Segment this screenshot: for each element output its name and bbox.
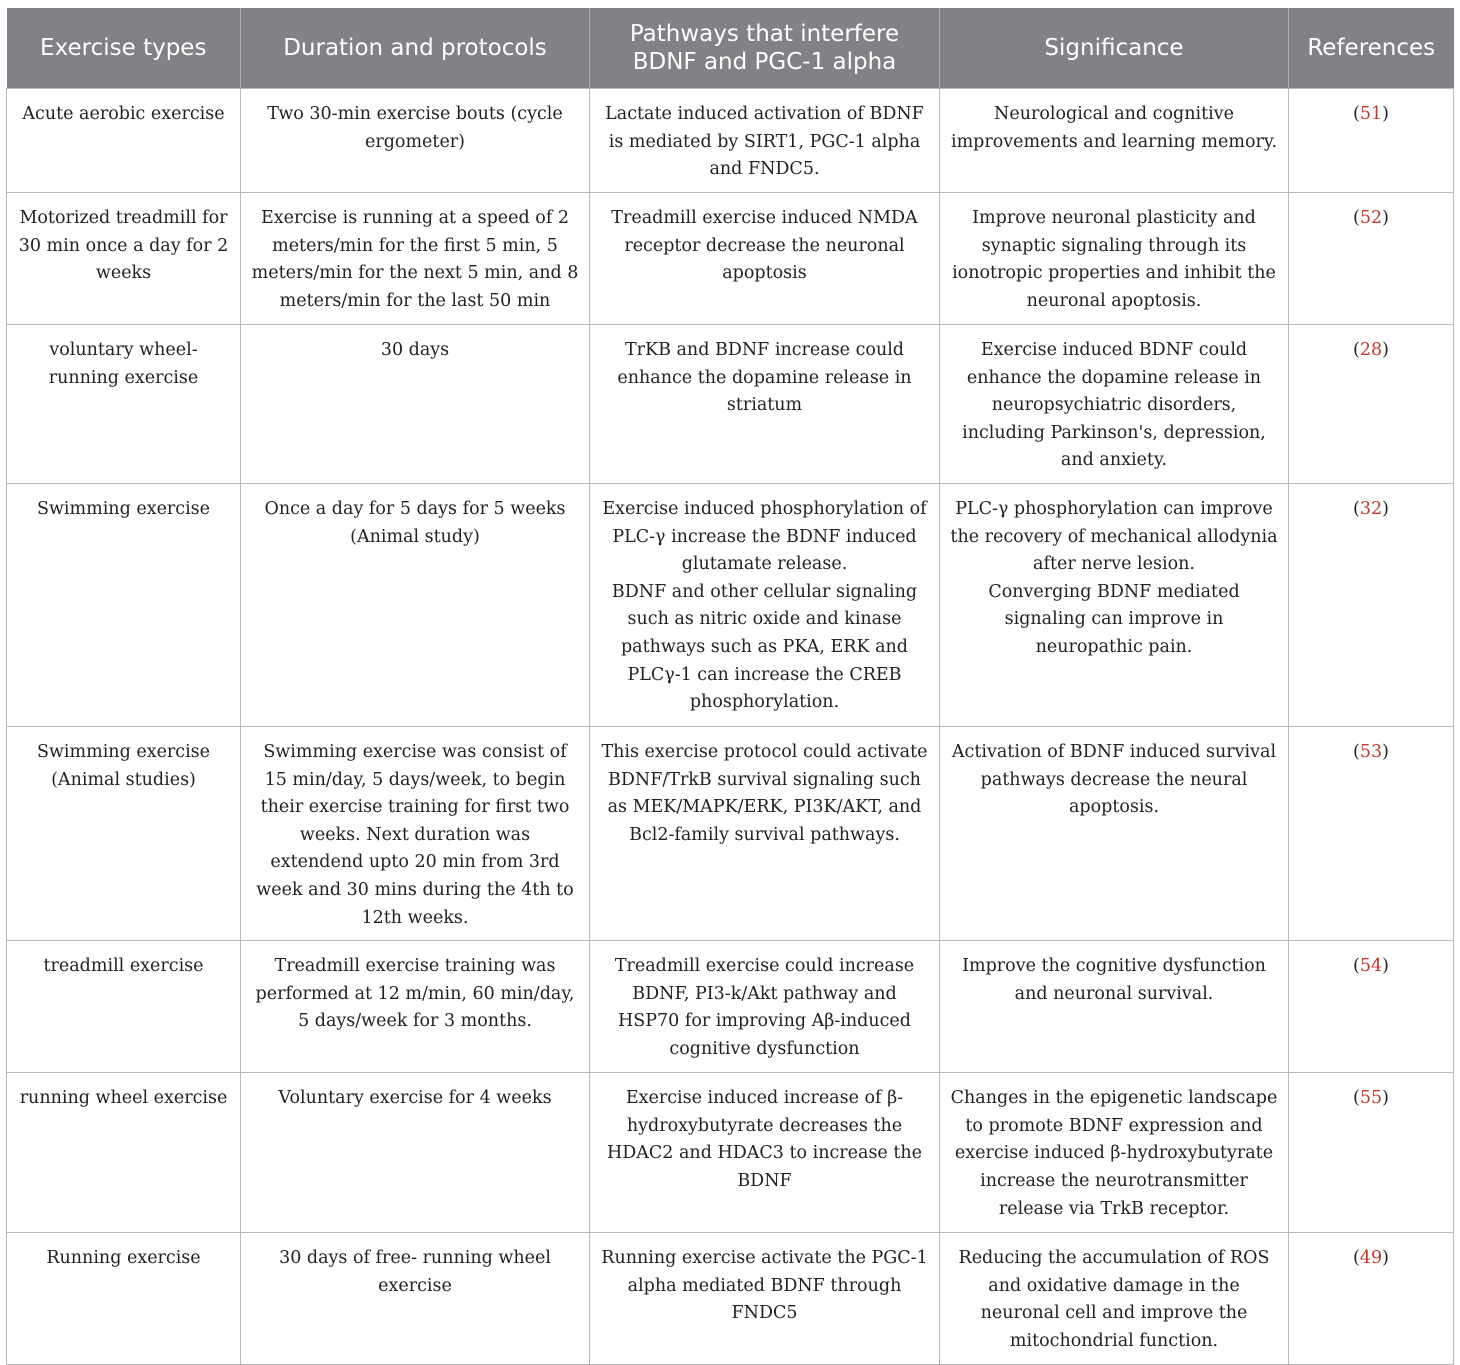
cell-duration: 30 days [241,325,590,484]
cell-exercise-type: Acute aerobic exercise [7,89,241,193]
cell-significance: Changes in the epigenetic landscape to promote BDNF expression and exercise induced β-hydroxybutyrate increase the neurotransmitter release via TrkB receptor. [940,1073,1289,1233]
cell-significance: Exercise induced BDNF could enhance the dopamine release in neuropsychiatric disorders, including Parkinson's, depression, and anxiety. [940,325,1289,484]
cell-exercise-type: Running exercise [7,1233,241,1365]
cell-reference: (53) [1289,726,1454,940]
cell-pathways: Exercise induced increase of β-hydroxybutyrate decreases the HDAC2 and HDAC3 to increase the BDNF [590,1073,940,1233]
cell-reference: (55) [1289,1073,1454,1233]
cell-exercise-type: treadmill exercise [7,941,241,1073]
header-exercise-types: Exercise types [7,8,241,89]
cell-exercise-type: Swimming exercise (Animal studies) [7,726,241,940]
cell-duration: Voluntary exercise for 4 weeks [241,1073,590,1233]
cell-duration: Treadmill exercise training was performed at 12 m/min, 60 min/day, 5 days/week for 3 months. [241,941,590,1073]
header-pathways: Pathways that interfere BDNF and PGC-1 alpha [590,8,940,89]
cell-exercise-type: Motorized treadmill for 30 min once a day for 2 weeks [7,193,241,325]
header-duration-protocols: Duration and protocols [241,8,590,89]
reference-link[interactable]: 28 [1359,340,1383,360]
table-row [7,726,1454,940]
table-body [7,89,1454,1365]
cell-pathways: Treadmill exercise induced NMDA receptor decrease the neuronal apoptosis [590,193,940,325]
cell-significance: Activation of BDNF induced survival pathways decrease the neural apoptosis. [940,726,1289,940]
cell-significance: Improve the cognitive dysfunction and neuronal survival. [940,941,1289,1073]
reference-link[interactable]: 53 [1359,741,1383,762]
cell-pathways: Running exercise activate the PGC-1 alpha mediated BDNF through FNDC5 [590,1233,940,1365]
cell-significance: Neurological and cognitive improvements and learning memory. [940,89,1289,193]
cell-significance: Improve neuronal plasticity and synaptic signaling through its ionotropic properties and inhibit the neuronal apoptosis. [940,193,1289,325]
reference-link[interactable]: 32 [1359,498,1383,519]
cell-duration: 30 days of free- running wheel exercise [241,1233,590,1365]
table-row [7,325,1454,484]
cell-exercise-type: Swimming exercise [7,483,241,726]
reference-link[interactable]: 55 [1359,1088,1383,1109]
cell-reference: (52) [1289,193,1454,325]
cell-pathways: Treadmill exercise could increase BDNF, PI3-k/Akt pathway and HSP70 for improving Aβ-induced cognitive dysfunction [590,941,940,1073]
reference-link[interactable]: 54 [1359,956,1383,977]
cell-duration: Exercise is running at a speed of 2 meters/min for the first 5 min, 5 meters/min for the next 5 min, and 8 meters/min for the last 50 min [241,193,590,325]
cell-pathways: TrKB and BDNF increase could enhance the dopamine release in striatum [590,325,940,484]
header-significance: Significance [940,8,1289,89]
table-row [7,1233,1454,1365]
table-row [7,89,1454,193]
exercise-bdnf-table [6,8,1454,1365]
table-row [7,193,1454,325]
cell-pathways: Lactate induced activation of BDNF is mediated by SIRT1, PGC-1 alpha and FNDC5. [590,89,940,193]
cell-exercise-type: running wheel exercise [7,1073,241,1233]
cell-exercise-type: voluntary wheel-running exercise [7,325,241,484]
table-row [7,1073,1454,1233]
cell-pathways: This exercise protocol could activate BDNF/TrkB survival signaling such as MEK/MAPK/ERK, PI3K/AKT, and Bcl2-family survival pathways. [590,726,940,940]
cell-reference: (28) [1289,325,1454,484]
cell-duration: Once a day for 5 days for 5 weeks (Animal study) [241,483,590,726]
header-references: References [1289,8,1454,89]
cell-reference: (32) [1289,483,1454,726]
cell-duration: Swimming exercise was consist of 15 min/day, 5 days/week, to begin their exercise training for first two weeks. Next duration was extendend upto 20 min from 3rd week and 30 mins during the 4th to 12th weeks. [241,726,590,940]
cell-pathways: Exercise induced phosphorylation of PLC-γ increase the BDNF induced glutamate release. BDNF and other cellular signaling such as nitric oxide and kinase pathways such as PKA, ERK and PLCγ-1 can increase the CREB phosphorylation. [590,483,940,726]
cell-significance: Reducing the accumulation of ROS and oxidative damage in the neuronal cell and improve the mitochondrial function. [940,1233,1289,1365]
cell-significance: PLC-γ phosphorylation can improve the recovery of mechanical allodynia after nerve lesion. Converging BDNF mediated signaling can improve in neuropathic pain. [940,483,1289,726]
table-row [7,483,1454,726]
cell-duration: Two 30-min exercise bouts (cycle ergometer) [241,89,590,193]
cell-reference: (54) [1289,941,1454,1073]
header-row [7,8,1454,89]
reference-link[interactable]: 51 [1359,104,1383,124]
cell-reference: (51) [1289,89,1454,193]
reference-link[interactable]: 49 [1359,1248,1383,1269]
table-row [7,941,1454,1073]
cell-reference: (49) [1289,1233,1454,1365]
reference-link[interactable]: 52 [1359,208,1383,228]
table-header [7,8,1454,89]
